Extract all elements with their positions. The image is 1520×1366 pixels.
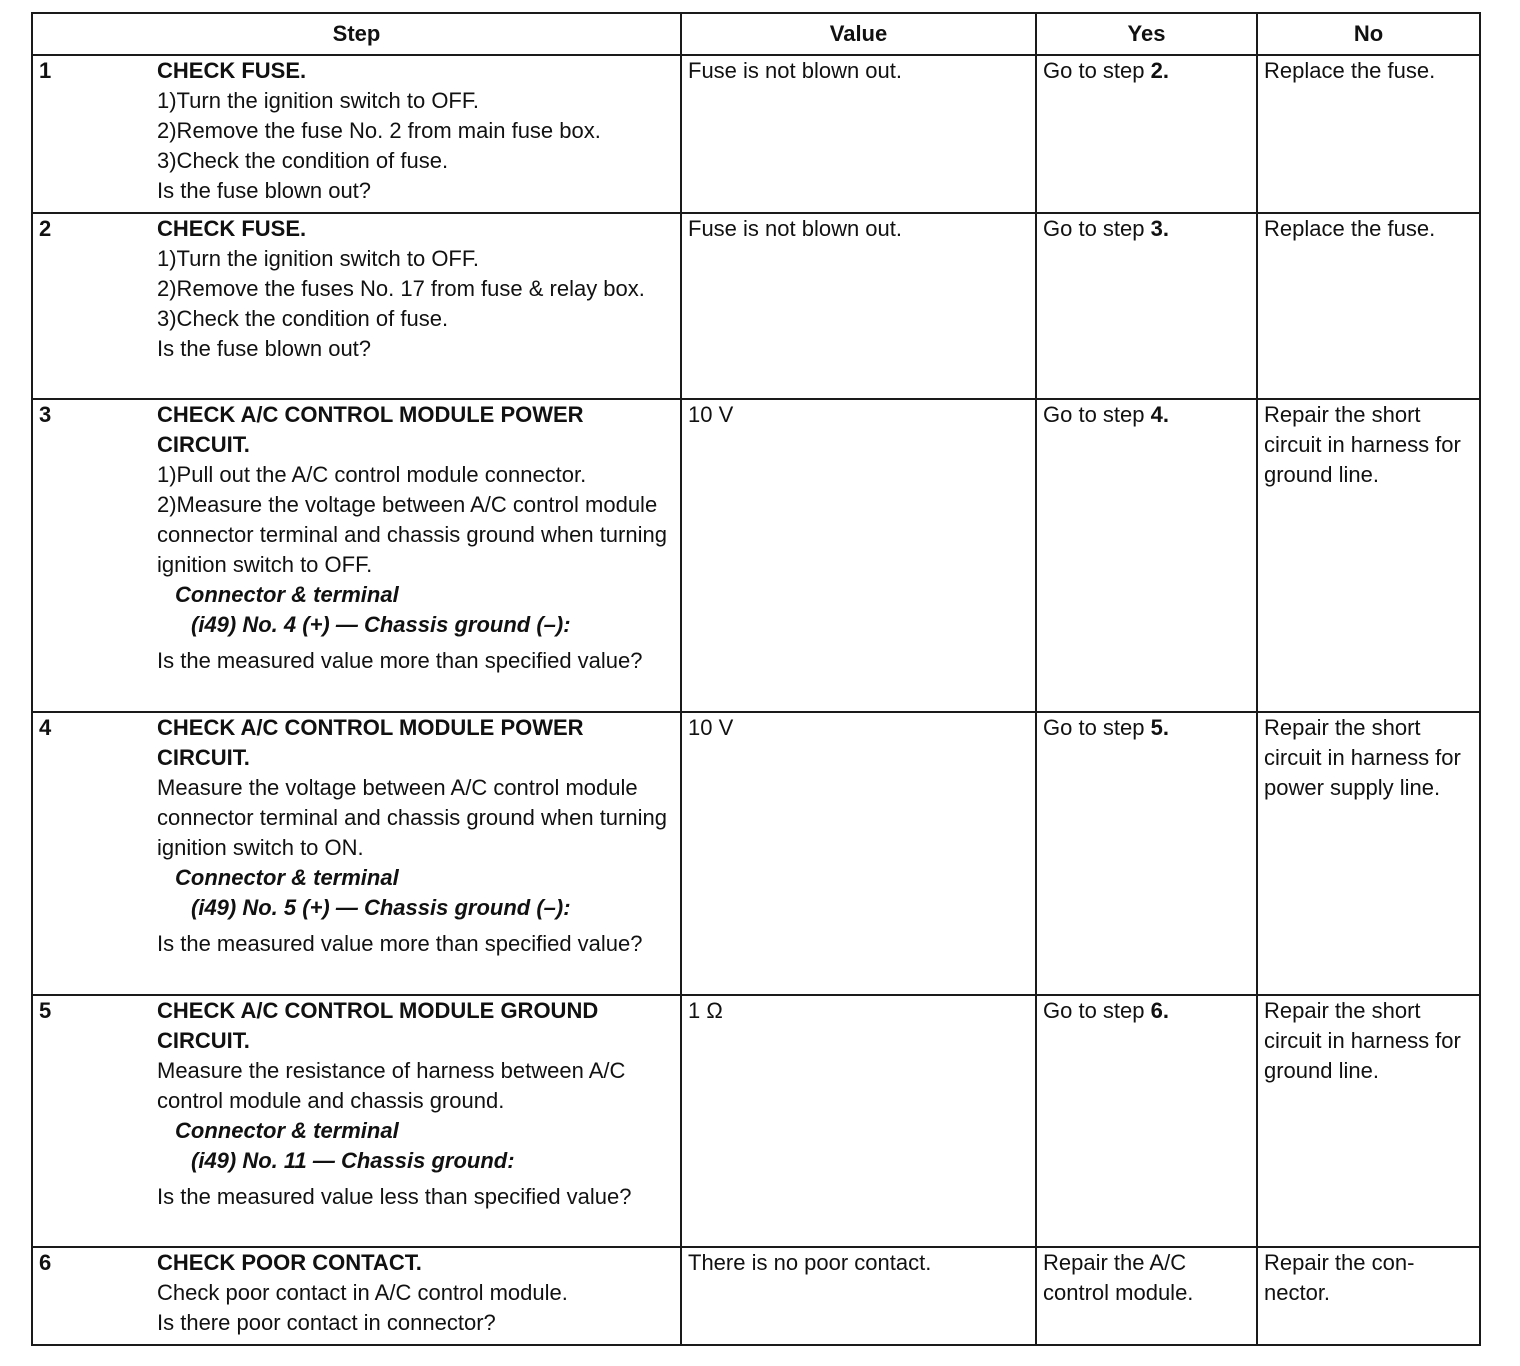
- no-cell: Repair the short circuit in harness for ground line.: [1257, 399, 1480, 712]
- step-line: 1)Pull out the A/C control module connector.: [157, 462, 587, 487]
- value-cell: Fuse is not blown out.: [681, 213, 1036, 399]
- step-title: CHECK A/C CONTROL MODULE POWER CIRCUIT.: [157, 402, 584, 457]
- step-body: [157, 996, 674, 1218]
- step-line: 1)Turn the ignition switch to OFF.: [157, 88, 479, 113]
- step-line: Is the fuse blown out?: [157, 178, 372, 203]
- step-body: [157, 400, 674, 682]
- yes-text: Go to step: [1043, 216, 1145, 241]
- step-line: Measure the voltage between A/C control module connector terminal and chassis ground when turning ignition switch to ON.: [157, 775, 667, 860]
- no-cell: Replace the fuse.: [1257, 213, 1480, 399]
- step-number: 2: [39, 216, 52, 241]
- table-row: [32, 399, 1480, 712]
- step-question: Is the measured value less than specified value?: [157, 1184, 632, 1209]
- header-yes: Yes: [1036, 13, 1257, 55]
- table-row: [32, 995, 1480, 1247]
- step-line: 2)Measure the voltage between A/C control module connector terminal and chassis ground when turning ignition switch to OFF.: [157, 492, 667, 577]
- value-cell: Fuse is not blown out.: [681, 55, 1036, 213]
- step-line: Is the fuse blown out?: [157, 336, 372, 361]
- step-body: [157, 214, 674, 370]
- step-cell: [32, 399, 681, 712]
- step-body: [157, 713, 674, 965]
- yes-cell: [1036, 995, 1257, 1247]
- step-question: Is the measured value more than specified value?: [157, 648, 643, 673]
- connector-label: Connector & terminal: [175, 1118, 399, 1143]
- table-row: [32, 213, 1480, 399]
- yes-cell: [1036, 213, 1257, 399]
- table-row: [32, 1247, 1480, 1345]
- step-line: 1)Turn the ignition switch to OFF.: [157, 246, 479, 271]
- step-line: Check poor contact in A/C control module.: [157, 1280, 568, 1305]
- step-line: 2)Remove the fuses No. 17 from fuse & relay box.: [157, 276, 645, 301]
- yes-step-number: 3.: [1150, 216, 1169, 241]
- value-cell: There is no poor contact.: [681, 1247, 1036, 1345]
- no-cell: Repair the short circuit in harness for power supply line.: [1257, 712, 1480, 995]
- diagnostic-table: [31, 12, 1481, 1346]
- step-title: CHECK A/C CONTROL MODULE POWER CIRCUIT.: [157, 715, 584, 770]
- step-body: [157, 56, 674, 212]
- connector-pin: (i49) No. 4 (+) — Chassis ground (–):: [191, 612, 571, 637]
- yes-cell: [1036, 712, 1257, 995]
- yes-text: Go to step: [1043, 58, 1145, 83]
- step-cell: [32, 1247, 681, 1345]
- step-body: [157, 1248, 674, 1344]
- step-question: Is the measured value more than specified value?: [157, 931, 643, 956]
- no-cell: Repair the short circuit in harness for ground line.: [1257, 995, 1480, 1247]
- value-cell: 1 Ω: [681, 995, 1036, 1247]
- header-no: No: [1257, 13, 1480, 55]
- connector-label: Connector & terminal: [175, 582, 399, 607]
- connector-pin: (i49) No. 11 — Chassis ground:: [191, 1148, 515, 1173]
- header-row: [32, 13, 1480, 55]
- connector-label: Connector & terminal: [175, 865, 399, 890]
- yes-cell: [1036, 55, 1257, 213]
- yes-step-number: 6.: [1150, 998, 1169, 1023]
- step-cell: [32, 712, 681, 995]
- step-cell: [32, 213, 681, 399]
- step-line: Measure the resistance of harness between A/C control module and chassis ground.: [157, 1058, 626, 1113]
- step-title: CHECK FUSE.: [157, 216, 307, 241]
- step-line: 3)Check the condition of fuse.: [157, 306, 449, 331]
- step-number: 5: [39, 998, 52, 1023]
- yes-cell: [1036, 1247, 1257, 1345]
- table-row: [32, 712, 1480, 995]
- yes-text: Go to step: [1043, 402, 1145, 427]
- step-line: 2)Remove the fuse No. 2 from main fuse box.: [157, 118, 601, 143]
- no-cell: Replace the fuse.: [1257, 55, 1480, 213]
- table-row: [32, 55, 1480, 213]
- yes-text: Go to step: [1043, 715, 1145, 740]
- yes-step-number: 5.: [1150, 715, 1169, 740]
- step-number: 4: [39, 715, 52, 740]
- no-cell: Repair the con-nector.: [1257, 1247, 1480, 1345]
- header-step: Step: [32, 13, 681, 55]
- yes-text: Repair the A/C control module.: [1043, 1250, 1194, 1305]
- step-cell: [32, 995, 681, 1247]
- step-number: 6: [39, 1250, 52, 1275]
- value-cell: 10 V: [681, 399, 1036, 712]
- step-line: 3)Check the condition of fuse.: [157, 148, 449, 173]
- step-title: CHECK POOR CONTACT.: [157, 1250, 422, 1275]
- yes-text: Go to step: [1043, 998, 1145, 1023]
- yes-cell: [1036, 399, 1257, 712]
- step-line: Is there poor contact in connector?: [157, 1310, 496, 1335]
- connector-pin: (i49) No. 5 (+) — Chassis ground (–):: [191, 895, 571, 920]
- step-title: CHECK FUSE.: [157, 58, 307, 83]
- step-cell: [32, 55, 681, 213]
- step-title: CHECK A/C CONTROL MODULE GROUND CIRCUIT.: [157, 998, 599, 1053]
- yes-step-number: 2.: [1150, 58, 1169, 83]
- step-number: 1: [39, 58, 52, 83]
- value-cell: 10 V: [681, 712, 1036, 995]
- step-number: 3: [39, 402, 52, 427]
- yes-step-number: 4.: [1150, 402, 1169, 427]
- header-value: Value: [681, 13, 1036, 55]
